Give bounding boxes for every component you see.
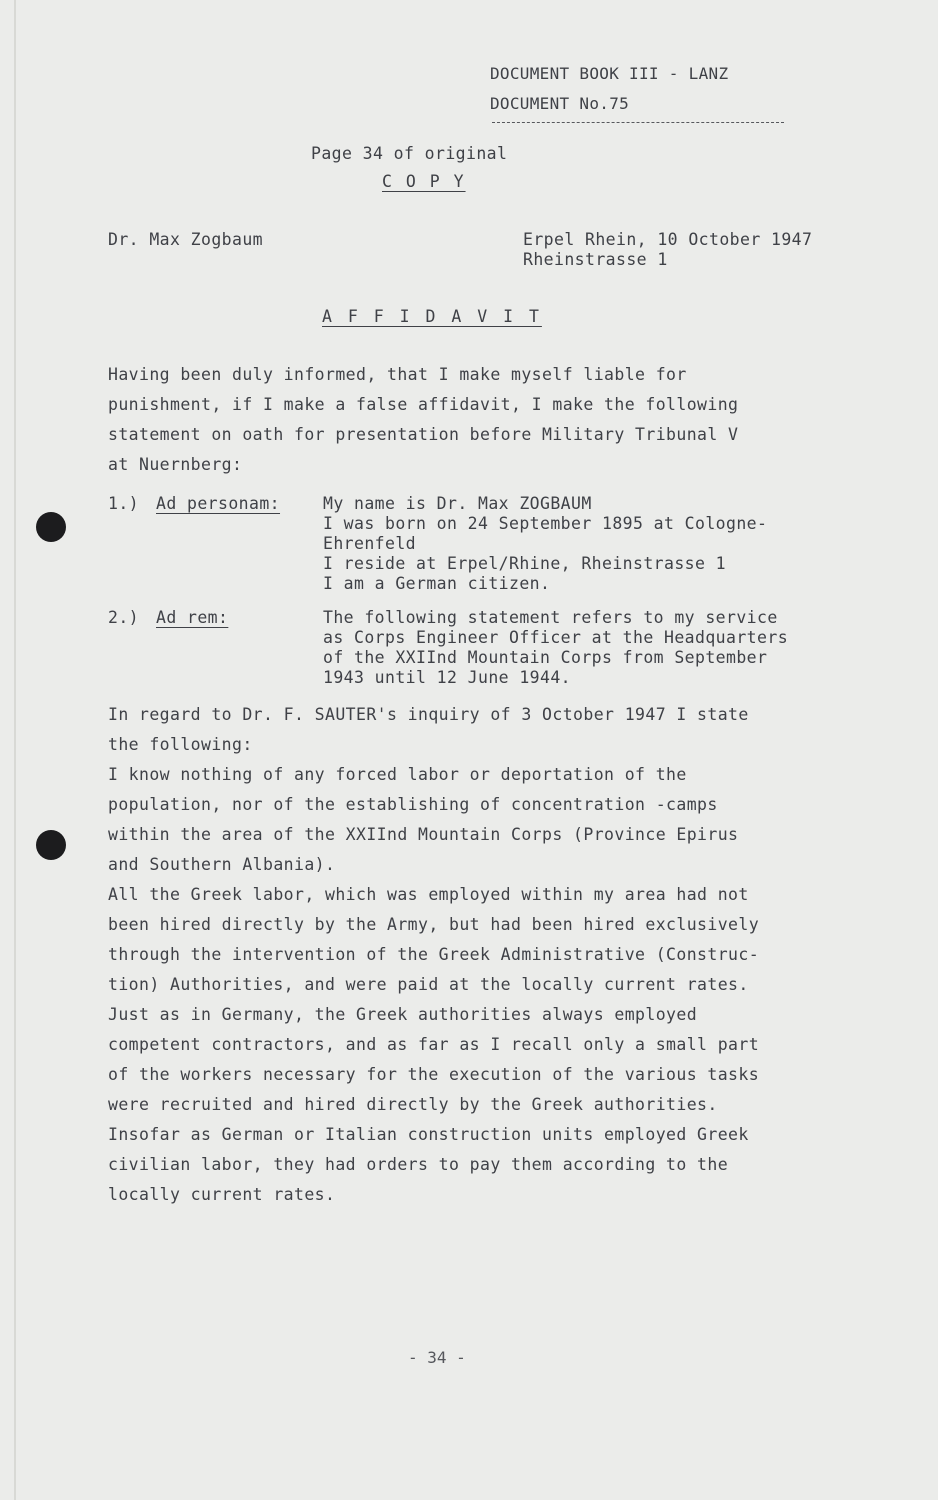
body-line: I know nothing of any forced labor or deportation of the [108,765,687,784]
item-label: Ad rem: [156,608,229,627]
document-number-line: DOCUMENT No.75 [490,94,630,113]
body-line: competent contractors, and as far as I recall only a small part [108,1035,760,1054]
page-number: - 34 - [408,1348,466,1367]
page-edge [14,0,16,1500]
address: Rheinstrasse 1 [523,250,668,269]
header-rule [492,122,784,123]
intro-line: punishment, if I make a false affidavit, I make the following [108,395,739,414]
body-line: locally current rates. [108,1185,336,1204]
body-line: population, nor of the establishing of concentration -camps [108,795,718,814]
intro-line: statement on oath for presentation before Military Tribunal V [108,425,739,444]
body-line: of the workers necessary for the execution of the various tasks [108,1065,760,1084]
item-line: My name is Dr. Max ZOGBAUM [323,494,592,513]
body-line: civilian labor, they had orders to pay them according to the [108,1155,729,1174]
punch-hole-bottom [36,830,66,860]
item-number: 1.) [108,494,140,513]
item-line: I was born on 24 September 1895 at Cologne- [323,514,768,533]
body-line: been hired directly by the Army, but had been hired exclusively [108,915,760,934]
copy-mark: C O P Y [382,172,466,191]
page-note: Page 34 of original [311,144,508,163]
body-line: were recruited and hired directly by the Greek authorities. [108,1095,718,1114]
item-line: 1943 until 12 June 1944. [323,668,572,687]
item-label: Ad personam: [156,494,281,513]
intro-paragraph [108,360,868,480]
item-line: Ehrenfeld [323,534,417,553]
intro-line: at Nuernberg: [108,455,243,474]
intro-line: Having been duly informed, that I make myself liable for [108,365,687,384]
body-line: through the intervention of the Greek Administrative (Construc- [108,945,760,964]
body-line: tion) Authorities, and were paid at the locally current rates. [108,975,749,994]
item-line: I am a German citizen. [323,574,551,593]
body-line: and Southern Albania). [108,855,336,874]
body-line: the following: [108,735,253,754]
item-line: of the XXIInd Mountain Corps from September [323,648,768,667]
item-line: The following statement refers to my service [323,608,778,627]
item-line: as Corps Engineer Officer at the Headquarters [323,628,789,647]
item-text [323,608,788,688]
punch-hole-top [36,512,66,542]
body-line: Just as in Germany, the Greek authorities always employed [108,1005,698,1024]
item-line: I reside at Erpel/Rhine, Rheinstrasse 1 [323,554,727,573]
place-date: Erpel Rhein, 10 October 1947 [523,230,813,249]
body-line: All the Greek labor, which was employed within my area had not [108,885,749,904]
body-line: In regard to Dr. F. SAUTER's inquiry of 3 October 1947 I state [108,705,749,724]
document-book-line: DOCUMENT BOOK III - LANZ [490,64,729,83]
affidavit-title: A F F I D A V I T [322,307,542,326]
item-text [323,494,767,594]
statement-body [108,700,868,1210]
item-number: 2.) [108,608,140,627]
body-line: Insofar as German or Italian construction units employed Greek [108,1125,749,1144]
body-line: within the area of the XXIInd Mountain Corps (Province Epirus [108,825,739,844]
author-name: Dr. Max Zogbaum [108,230,264,249]
